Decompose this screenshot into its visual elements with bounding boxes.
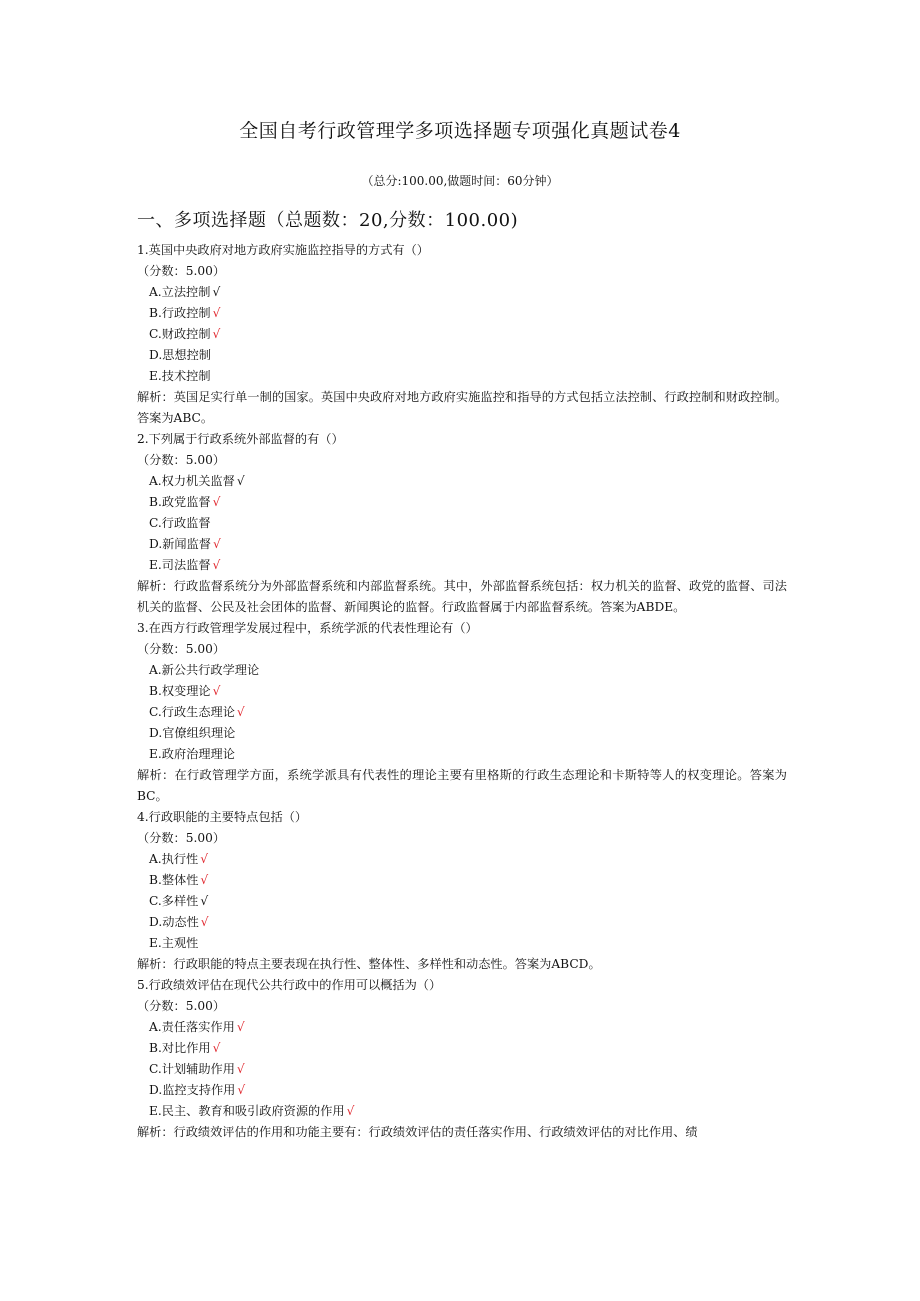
answer-option — [137, 282, 787, 303]
option-label: E.司法监督 — [149, 558, 211, 572]
option-label: E.民主、教育和吸引政府资源的作用 — [149, 1104, 345, 1118]
check-mark-icon: √ — [212, 684, 221, 698]
answer-option — [137, 744, 787, 765]
option-label: B.整体性 — [149, 873, 199, 887]
option-label: D.动态性 — [149, 915, 199, 929]
question-block — [137, 240, 787, 429]
option-label: C.多样性 — [149, 894, 199, 908]
option-label: A.立法控制 — [149, 285, 211, 299]
document-title: 全国自考行政管理学多项选择题专项强化真题试卷4 — [239, 120, 681, 142]
option-label: D.新闻监督 — [149, 537, 211, 551]
check-mark-icon: √ — [212, 537, 221, 551]
question-block — [137, 429, 787, 618]
answer-option — [137, 702, 787, 723]
section-heading: 一、多项选择题（总题数：20,分数：100.00) — [137, 210, 519, 231]
option-label: A.权力机关监督 — [149, 474, 235, 488]
answer-analysis: 解析：行政职能的特点主要表现在执行性、整体性、多样性和动态性。答案为ABCD。 — [137, 957, 601, 971]
check-mark-icon: √ — [236, 705, 245, 719]
option-label: D.监控支持作用 — [149, 1083, 236, 1097]
answer-option — [137, 891, 787, 912]
check-mark-icon: √ — [212, 327, 221, 341]
option-label: A.新公共行政学理论 — [149, 663, 260, 677]
check-mark-icon: √ — [236, 1020, 245, 1034]
option-label: B.行政控制 — [149, 306, 211, 320]
answer-option — [137, 681, 787, 702]
option-label: C.财政控制 — [149, 327, 211, 341]
answer-analysis: 解析：行政绩效评估的作用和功能主要有：行政绩效评估的责任落实作用、行政绩效评估的对比作用、绩 — [137, 1125, 698, 1139]
answer-option — [137, 303, 787, 324]
question-list — [137, 240, 787, 1143]
answer-option — [137, 324, 787, 345]
check-mark-icon: √ — [237, 1083, 246, 1097]
option-label: E.主观性 — [149, 936, 199, 950]
answer-option — [137, 345, 787, 366]
check-mark-icon: √ — [212, 306, 221, 320]
option-label: D.官僚组织理论 — [149, 726, 236, 740]
answer-option — [137, 870, 787, 891]
check-mark-icon: √ — [212, 285, 221, 299]
option-label: C.行政生态理论 — [149, 705, 235, 719]
answer-option — [137, 1080, 787, 1101]
question-score: （分数：5.00） — [137, 264, 226, 278]
check-mark-icon: √ — [200, 894, 209, 908]
option-label: E.技术控制 — [149, 369, 211, 383]
option-label: B.权变理论 — [149, 684, 211, 698]
question-stem: 1.英国中央政府对地方政府实施监控指导的方式有（） — [137, 243, 429, 257]
answer-option — [137, 933, 787, 954]
question-block — [137, 975, 787, 1143]
check-mark-icon: √ — [346, 1104, 355, 1118]
check-mark-icon: √ — [212, 558, 221, 572]
check-mark-icon: √ — [200, 915, 209, 929]
question-stem: 5.行政绩效评估在现代公共行政中的作用可以概括为（） — [137, 978, 442, 992]
answer-analysis: 解析：行政监督系统分为外部监督系统和内部监督系统。其中，外部监督系统包括：权力机关的监督、政党的监督、司法机关的监督、公民及社会团体的监督、新闻舆论的监督。行政监督属于内部监督系统。答案为ABDE。 — [137, 579, 787, 614]
document-subtitle: （总分:100.00,做题时间：60分钟） — [361, 174, 559, 188]
answer-option — [137, 492, 787, 513]
option-label: B.政党监督 — [149, 495, 211, 509]
question-block — [137, 618, 787, 807]
answer-option — [137, 912, 787, 933]
check-mark-icon: √ — [212, 1041, 221, 1055]
question-stem: 4.行政职能的主要特点包括（） — [137, 810, 308, 824]
answer-analysis: 解析：英国足实行单一制的国家。英国中央政府对地方政府实施监控和指导的方式包括立法控制、行政控制和财政控制。答案为ABC。 — [137, 390, 787, 425]
answer-option — [137, 366, 787, 387]
option-label: A.责任落实作用 — [149, 1020, 235, 1034]
check-mark-icon: √ — [212, 495, 221, 509]
answer-option — [137, 513, 787, 534]
question-block — [137, 807, 787, 975]
check-mark-icon: √ — [236, 1062, 245, 1076]
check-mark-icon: √ — [200, 873, 209, 887]
option-label: C.计划辅助作用 — [149, 1062, 235, 1076]
answer-option — [137, 471, 787, 492]
option-label: D.思想控制 — [149, 348, 211, 362]
question-score: （分数：5.00） — [137, 453, 226, 467]
question-score: （分数：5.00） — [137, 642, 226, 656]
option-label: E.政府治理理论 — [149, 747, 235, 761]
option-label: C.行政监督 — [149, 516, 211, 530]
answer-analysis: 解析：在行政管理学方面，系统学派具有代表性的理论主要有里格斯的行政生态理论和卡斯特等人的权变理论。答案为BC。 — [137, 768, 787, 803]
answer-option — [137, 1017, 787, 1038]
answer-option — [137, 1038, 787, 1059]
option-label: A.执行性 — [149, 852, 199, 866]
answer-option — [137, 555, 787, 576]
question-stem: 2.下列属于行政系统外部监督的有（） — [137, 432, 344, 446]
option-label: B.对比作用 — [149, 1041, 211, 1055]
answer-option — [137, 1059, 787, 1080]
question-score: （分数：5.00） — [137, 831, 226, 845]
check-mark-icon: √ — [236, 474, 245, 488]
answer-option — [137, 534, 787, 555]
question-score: （分数：5.00） — [137, 999, 226, 1013]
answer-option — [137, 1101, 787, 1122]
answer-option — [137, 660, 787, 681]
answer-option — [137, 849, 787, 870]
question-stem: 3.在西方行政管理学发展过程中，系统学派的代表性理论有（） — [137, 621, 478, 635]
check-mark-icon: √ — [200, 852, 209, 866]
answer-option — [137, 723, 787, 744]
